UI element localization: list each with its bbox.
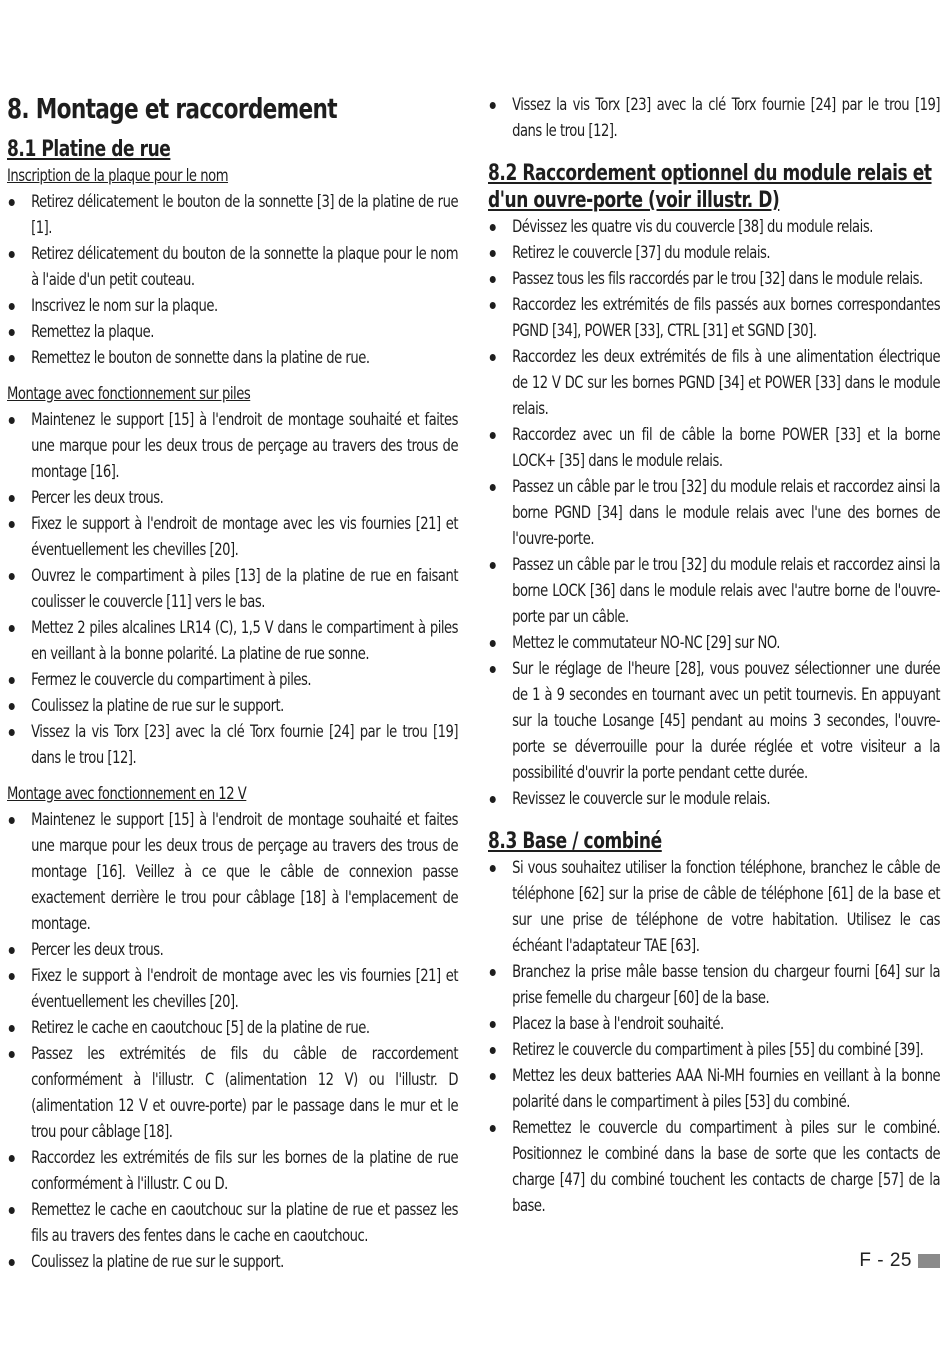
list-item: Maintenez le support [15] à l'endroit de montage souhaité et faites une marque pour les deux trous de perçage au travers des trous de montage [16]. Veillez à ce que le câble de connexion passe exactement derrière le trou pour câblage [18] à l'emplacement de montage. [7,807,458,937]
list-item: Passez les extrémités de fils du câble de raccordement conformément à l'illustr. C (alimentation 12 V) ou l'illustr. D (alimentation 12 V et ouvre-porte) par le passage dans le mur et le trou pour câblage [18]. [7,1041,458,1145]
group-battery-mounting [7,381,458,771]
base-handset-list [488,855,940,1219]
list-item: Mettez les deux batteries AAA Ni-MH fournies en veillant à la bonne polarité dans le compartiment à piles [53] du combiné. [488,1063,940,1115]
continued-list [488,92,940,144]
list-item: Maintenez le support [15] à l'endroit de montage souhaité et faites une marque pour les deux trous de perçage au travers des trous de montage [16]. [7,407,458,485]
bullet-list [488,92,940,144]
bullet-list [488,214,940,812]
group-label: Inscription de la plaque pour le nom [7,166,229,186]
bullet-list [488,855,940,1219]
list-item: Raccordez les extrémités de fils passés aux bornes correspondantes PGND [34], POWER [33], CTRL [31] et SGND [30]. [488,292,940,344]
list-item: Dévissez les quatre vis du couvercle [38] du module relais. [488,214,940,240]
page-number: F - 25 [859,1250,912,1271]
subsection-title-8-2: 8.2 Raccordement optionnel du module relais et d'un ouvre-porte (voir illustr. D) [488,161,932,213]
list-item: Fixez le support à l'endroit de montage avec les vis fournies [21] et éventuellement les chevilles [20]. [7,963,458,1015]
list-item: Passez un câble par le trou [32] du module relais et raccordez ainsi la borne PGND [34] dans le module relais avec l'une des bornes de l'ouvre-porte. [488,474,940,552]
list-item: Fixez le support à l'endroit de montage avec les vis fournies [21] et éventuellement les chevilles [20]. [7,511,458,563]
section-title: 8. Montage et raccordement [7,92,337,125]
list-item: Raccordez les extrémités de fils sur les bornes de la platine de rue conformément à l'illustr. C ou D. [7,1145,458,1197]
bullet-list [7,807,458,1275]
list-item: Raccordez les deux extrémités de fils à une alimentation électrique de 12 V DC sur les bornes PGND [34] et POWER [33] dans le module relais. [488,344,940,422]
group-12v-mounting [7,781,458,1275]
list-item: Raccordez avec un fil de câble la borne POWER [33] et la borne LOCK+ [35] dans le module relais. [488,422,940,474]
list-item: Vissez la vis Torx [23] avec la clé Torx fournie [24] par le trou [19] dans le trou [12]. [7,719,458,771]
list-item: Passez tous les fils raccordés par le trou [32] dans le module relais. [488,266,940,292]
list-item: Vissez la vis Torx [23] avec la clé Torx fournie [24] par le trou [19] dans le trou [12]. [488,92,940,144]
list-item: Retirez le couvercle du compartiment à piles [55] du combiné [39]. [488,1037,940,1063]
group-nameplate [7,163,458,371]
list-item: Coulissez la platine de rue sur le support. [7,693,458,719]
list-item: Sur le réglage de l'heure [28], vous pouvez sélectionner une durée de 1 à 9 secondes en tournant avec un petit tournevis. En appuyant sur la touche Losange [45] pendant au moins 3 secondes, l'ouvre-porte se déverrouille pour la durée réglée et votre visiteur a la possibilité d'ouvrir la porte pendant cette durée. [488,656,940,786]
page-footer [859,1250,940,1272]
list-item: Revissez le couvercle sur le module relais. [488,786,940,812]
subsection-title-8-3: 8.3 Base / combiné [488,829,662,854]
left-column [7,92,458,1275]
relay-module-list [488,214,940,812]
list-item: Retirez le couvercle [37] du module relais. [488,240,940,266]
list-item: Retirez le cache en caoutchouc [5] de la platine de rue. [7,1015,458,1041]
list-item: Coulissez la platine de rue sur le support. [7,1249,458,1275]
list-item: Branchez la prise mâle basse tension du chargeur fourni [64] sur la prise femelle du chargeur [60] de la base. [488,959,940,1011]
bullet-list [7,407,458,771]
list-item: Fermez le couvercle du compartiment à piles. [7,667,458,693]
list-item: Mettez 2 piles alcalines LR14 (C), 1,5 V dans le compartiment à piles en veillant à la bonne polarité. La platine de rue sonne. [7,615,458,667]
list-item: Mettez le commutateur NO-NC [29] sur NO. [488,630,940,656]
list-item: Retirez délicatement le bouton de la sonnette [3] de la platine de rue [1]. [7,189,458,241]
bullet-list [7,189,458,371]
list-item: Percer les deux trous. [7,485,458,511]
list-item: Remettez le cache en caoutchouc sur la platine de rue et passez les fils au travers des fentes dans le cache en caoutchouc. [7,1197,458,1249]
list-item: Remettez la plaque. [7,319,458,345]
right-column [488,92,940,1219]
list-item: Si vous souhaitez utiliser la fonction téléphone, branchez le câble de téléphone [62] sur la prise de câble de téléphone [61] de la base et sur une prise de téléphone de votre habitation. Utilisez le cas échéant l'adaptateur TAE [63]. [488,855,940,959]
list-item: Remettez le bouton de sonnette dans la platine de rue. [7,345,458,371]
list-item: Passez un câble par le trou [32] du module relais et raccordez ainsi la borne LOCK [36] dans le module relais avec l'autre borne de l'ouvre-porte par un câble. [488,552,940,630]
group-label: Montage avec fonctionnement sur piles [7,384,251,404]
list-item: Remettez le couvercle du compartiment à piles sur le combiné. Positionnez le combiné dans la base de sorte que les contacts de charge [47] du combiné touchent les contacts de charge [57] de la base. [488,1115,940,1219]
page-marker-block [918,1254,940,1268]
list-item: Placez la base à l'endroit souhaité. [488,1011,940,1037]
subsection-title-8-1: 8.1 Platine de rue [7,137,171,162]
list-item: Retirez délicatement du bouton de la sonnette la plaque pour le nom à l'aide d'un petit couteau. [7,241,458,293]
list-item: Percer les deux trous. [7,937,458,963]
list-item: Inscrivez le nom sur la plaque. [7,293,458,319]
list-item: Ouvrez le compartiment à piles [13] de la platine de rue en faisant coulisser le couvercle [11] vers le bas. [7,563,458,615]
group-label: Montage avec fonctionnement en 12 V [7,784,247,804]
